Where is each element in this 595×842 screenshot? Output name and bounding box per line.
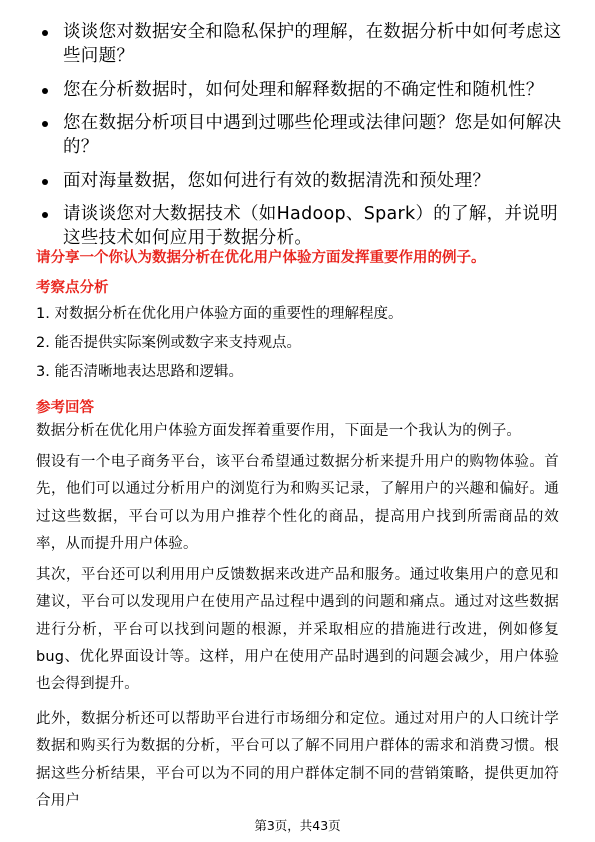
answer-paragraph: 数据分析在优化用户体验方面发挥着重要作用，下面是一个我认为的例子。 [36, 423, 522, 439]
bullet-dot [42, 121, 48, 127]
bullet-dot [42, 88, 48, 94]
bullet-text: 谈谈您对数据安全和隐私保护的理解，在数据分析中如何考虑这些问题？ [63, 22, 562, 66]
answer-paragraph: 此外，数据分析还可以帮助平台进行市场细分和定位。通过对用户的人口统计学数据和购买行为数据的分析，平台可以了解不同用户群体的需求和消费习惯。根据这些分析结果，平台可以为不同的用户群体定制不同的营销策略，提供更加符合用户 [36, 711, 559, 809]
bullet-dot [42, 30, 48, 36]
bullet-text: 面对海量数据，您如何进行有效的数据清洗和预处理？ [63, 170, 491, 191]
analysis-point: 1. 对数据分析在优化用户体验方面的重要性的理解程度。 [36, 306, 403, 322]
question-heading: 请分享一个你认为数据分析在优化用户体验方面发挥重要作用的例子。 [36, 250, 486, 266]
bullet-item [36, 169, 566, 193]
page-number-footer: 第3页，共43页 [254, 818, 341, 833]
question-bullet-list [36, 20, 566, 260]
bullet-text: 请谈谈您对大数据技术（如Hadoop、Spark）的了解，并说明这些技术如何应用于数据分析。 [63, 204, 558, 248]
bullet-item [36, 78, 566, 102]
answer-heading: 参考回答 [36, 400, 94, 416]
analysis-point: 3. 能否清晰地表达思路和逻辑。 [36, 364, 243, 380]
bullet-item [36, 20, 566, 68]
bullet-item [36, 111, 566, 159]
bullet-text: 您在数据分析项目中遇到过哪些伦理或法律问题？您是如何解决的？ [63, 113, 562, 157]
analysis-heading: 考察点分析 [36, 280, 109, 296]
answer-paragraph: 其次，平台还可以利用用户反馈数据来改进产品和服务。通过收集用户的意见和建议，平台可以发现用户在使用产品过程中遇到的问题和痛点。通过对这些数据进行分析，平台可以找到问题的根源，并采取相应的措施进行改进，例如修复bug、优化界面设计等。这样，用户在使用产品时遇到的问题会减少，用户体验也会得到提升。 [36, 567, 559, 693]
bullet-dot [42, 212, 48, 218]
bullet-dot [42, 179, 48, 185]
bullet-text: 您在分析数据时，如何处理和解释数据的不确定性和随机性？ [63, 79, 544, 100]
bullet-item [36, 202, 566, 250]
analysis-point: 2. 能否提供实际案例或数字来支持观点。 [36, 335, 301, 351]
answer-paragraph: 假设有一个电子商务平台，该平台希望通过数据分析来提升用户的购物体验。首先，他们可以通过分析用户的浏览行为和购买记录，了解用户的兴趣和偏好。通过这些数据，平台可以为用户推荐个性化的商品，提高用户找到所需商品的效率，从而提升用户体验。 [36, 454, 559, 552]
